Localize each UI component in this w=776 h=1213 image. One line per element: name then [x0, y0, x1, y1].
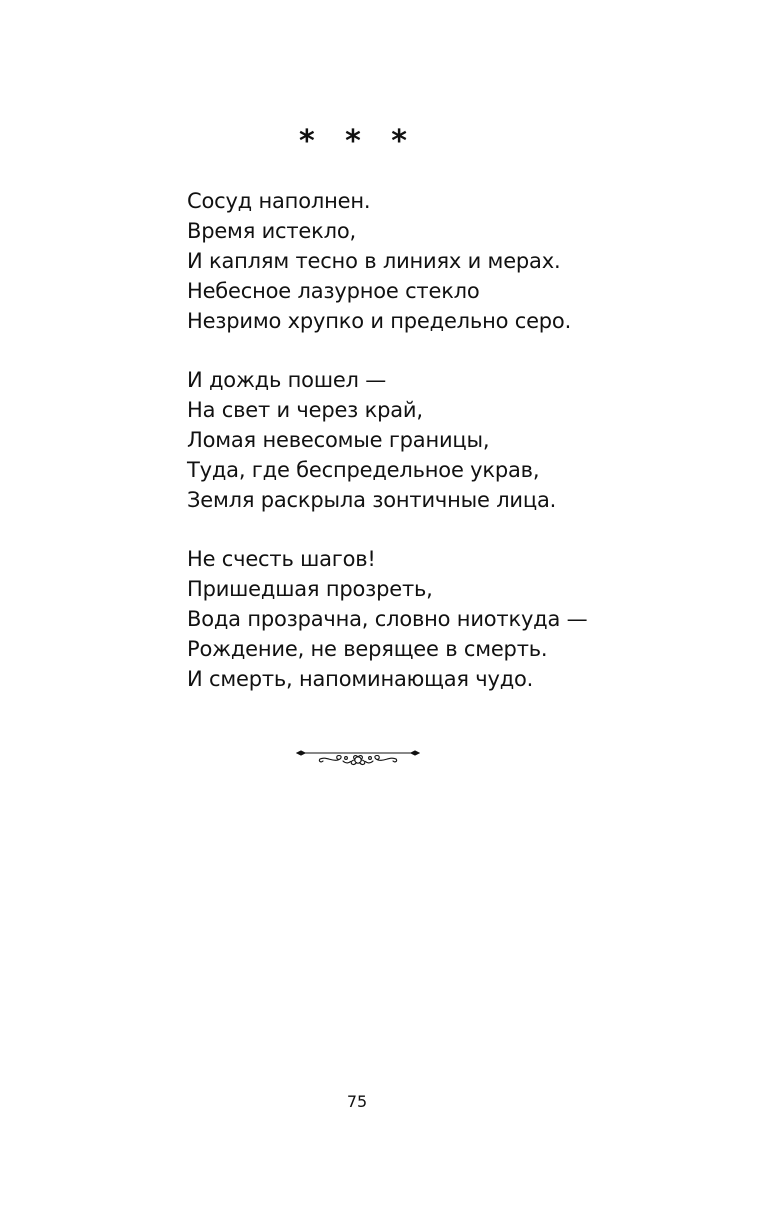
stanza-3: [187, 544, 647, 694]
poem-line: Небесное лазурное стекло: [187, 279, 480, 303]
poem-line: Незримо хрупко и предельно серо.: [187, 309, 572, 333]
poem-line: Земля раскрыла зонтичные лица.: [187, 488, 557, 512]
poem-line: Туда, где беспредельное украв,: [187, 458, 540, 482]
poem-line: Рождение, не верящее в смерть.: [187, 637, 548, 661]
page-number: 75: [346, 1092, 368, 1111]
poem-line: Не счесть шагов!: [187, 547, 376, 571]
poem-line: И дождь пошел —: [187, 368, 387, 392]
poem-line: Вода прозрачна, словно ниоткуда —: [187, 607, 588, 631]
poem-line: И каплям тесно в линиях и мерах.: [187, 249, 561, 273]
poem-line: Время истекло,: [187, 219, 356, 243]
poem-line: Ломая невесомые границы,: [187, 428, 490, 452]
flourish-divider-icon: [296, 746, 420, 772]
poem-line: И смерть, напоминающая чудо.: [187, 667, 534, 691]
poem-line: Пришедшая прозреть,: [187, 577, 433, 601]
poem-line: Сосуд наполнен.: [187, 189, 371, 213]
stanza-1: [187, 186, 647, 336]
section-asterisks: * * *: [299, 124, 417, 159]
poem: [187, 186, 647, 723]
stanza-2: [187, 365, 647, 515]
poem-line: На свет и через край,: [187, 398, 423, 422]
